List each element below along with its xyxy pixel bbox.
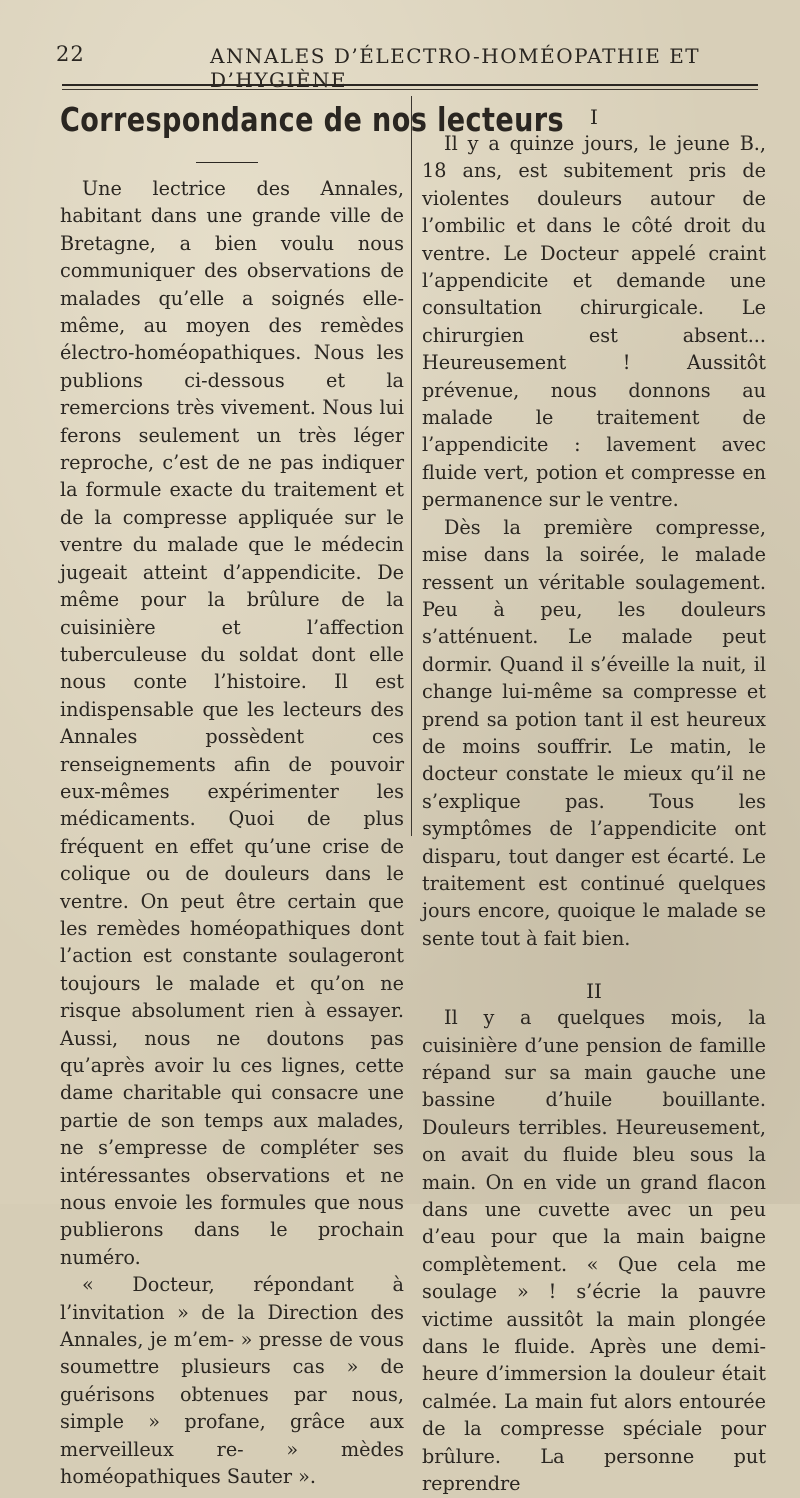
running-title: ANNALES D’ÉLECTRO-HOMÉOPATHIE ET D’HYGIÈNE: [210, 44, 701, 92]
intro-paragraph: Une lectrice des Annales, habitant dans une grande ville de Bretagne, a bien voulu nous communiquer des observations de malades qu’elle a soignés elle-même, au moyen des remèdes électro-homéopathiques. Nous les publions ci-dessous et la remercions très vivement. Nous lui ferons seulement un très léger reproche, c’est de ne pas indiquer la formule exacte du traitement et de la compresse appliquée sur le ventre du malade que le médecin jugeait atteint d’appendicite. De même pour la brûlure de la cuisinière et l’affection tuberculeuse du soldat dont elle nous conte l’histoire. Il est indispensable que les lecteurs des Annales possèdent ces renseignements afin de pouvoir eux-mêmes expérimenter les médicaments. Quoi de plus fréquent en effet qu’une crise de colique ou de douleurs dans le ventre. On peut être certain que les remèdes homéopathiques dont l’action est constante soulageront toujours le malade et qu’on ne risque absolument rien à essayer. Aussi, nous ne doutons pas qu’après avoir lu ces lignes, cette dame charitable qui consacre une partie de son temps aux malades, ne s’empresse de compléter ses intéressantes observations et ne nous envoie les formules que nous publierons dans le prochain numéro.: [60, 177, 404, 1269]
case-1-paragraph-1: Il y a quinze jours, le jeune B., 18 ans, est subitement pris de violentes douleurs autour de l’ombilic et dans le côté droit du ventre. Le Docteur appelé craint l’appendicite et demande une consultation chirurgicale. Le chirurgien est absent... Heureusement ! Aussitôt prévenue, nous donnons au malade le traitement de l’appendicite : lavement avec fluide vert, potion et compresse en permanence sur le ventre.: [422, 132, 766, 512]
left-column: [60, 96, 565, 1491]
case-2-paragraph: Il y a quelques mois, la cuisinière d’une pension de famille répand sur sa main gauche une bassine d’huile bouillante. Douleurs terribles. Heureusement, on avait du fluide bleu sous la main. On en vide un grand flacon dans une cuvette avec un peu d’eau pour que la main baigne complètement. « Que cela me soulage » ! s’écrie la pauvre victime aussitôt la main plongée dans le fluide. Après une demi-heure d’immersion la douleur était calmée. La main fut alors entourée de la compresse spéciale pour brûlure. La personne put reprendre: [422, 1006, 766, 1496]
right-column: [422, 96, 766, 1498]
case-1-paragraph-2: Dès la première compresse, mise dans la soirée, le malade ressent un véritable soulagement. Peu à peu, les douleurs s’atténuent. Le malade peut dormir. Quand il s’éveille la nuit, il change lui-même sa compresse et prend sa potion tant il est heureux de moins souffrir. Le matin, le docteur constate le mieux qu’il ne s’explique pas. Tous les symptômes de l’appendicite ont disparu, tout danger est écarté. Le traitement est continué quelques jours encore, quoique le malade se sente tout à fait bien.: [422, 515, 766, 950]
page-header: [30, 40, 790, 92]
section-title: Correspondance de nos lecteurs: [60, 100, 565, 139]
letter-paragraph: « Docteur, répondant à l’invitation » de la Direction des Annales, je m’em- » presse de vous soumettre plusieurs cas » de guérisons obtenues par nous, simple » profane, grâce aux merveilleux re- » mèdes homéopathiques Sauter ».: [60, 1273, 404, 1489]
title-rule: [196, 162, 258, 163]
header-rule: [62, 84, 758, 86]
section-numeral-2: II: [586, 979, 602, 1004]
header-rule-thin: [62, 89, 758, 90]
section-numeral-1: I: [590, 105, 598, 129]
column-divider: [411, 96, 412, 836]
page-number: 22: [56, 42, 85, 66]
